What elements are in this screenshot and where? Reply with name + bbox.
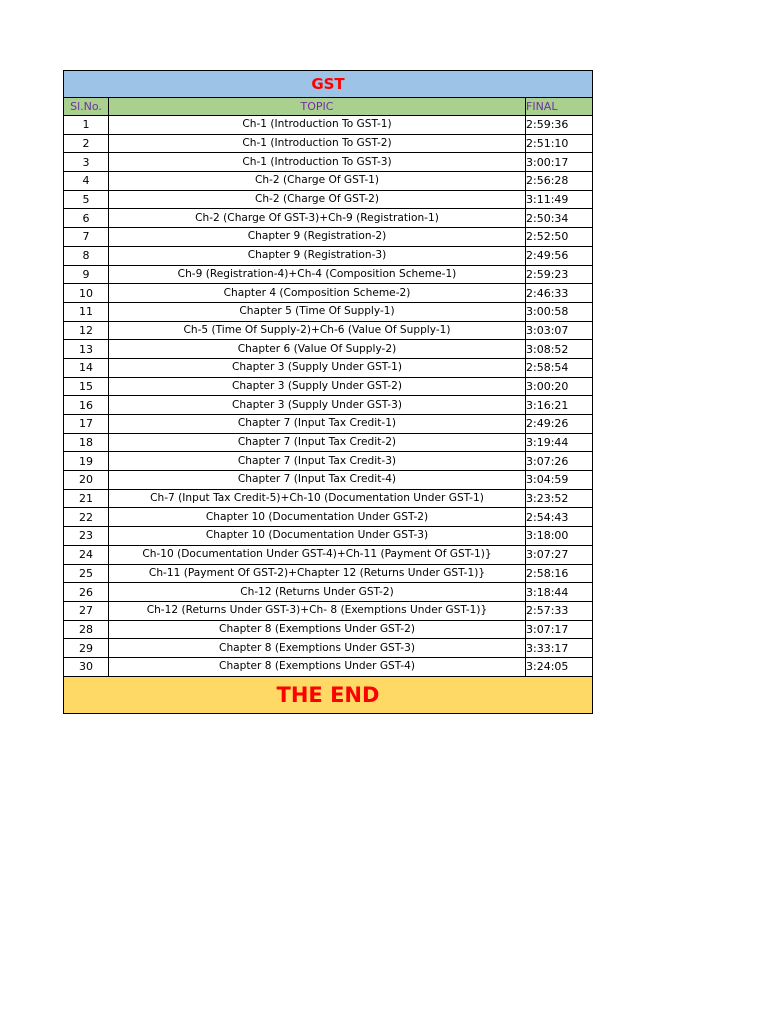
table-row [64,452,593,471]
row-topic: Chapter 6 (Value Of Supply-2) [109,340,526,359]
table-row [64,190,593,209]
table-row [64,228,593,247]
table-row [64,508,593,527]
row-final-time: 2:49:26 [526,415,593,434]
row-topic: Ch-7 (Input Tax Credit-5)+Ch-10 (Documentation Under GST-1) [109,489,526,508]
row-final-time: 2:56:28 [526,172,593,191]
row-final-time: 2:52:50 [526,228,593,247]
row-final-time: 3:11:49 [526,190,593,209]
row-topic: Chapter 10 (Documentation Under GST-3) [109,527,526,546]
table-row [64,657,593,676]
table-row [64,134,593,153]
table-row [64,284,593,303]
row-final-time: 3:03:07 [526,321,593,340]
row-topic: Chapter 8 (Exemptions Under GST-3) [109,639,526,658]
table-row [64,377,593,396]
row-final-time: 2:50:34 [526,209,593,228]
row-final-time: 3:00:58 [526,302,593,321]
row-topic: Ch-11 (Payment Of GST-2)+Chapter 12 (Returns Under GST-1)} [109,564,526,583]
row-final-time: 3:18:00 [526,527,593,546]
row-final-time: 3:18:44 [526,583,593,602]
row-topic: Chapter 4 (Composition Scheme-2) [109,284,526,303]
table-row [64,358,593,377]
row-topic: Ch-2 (Charge Of GST-2) [109,190,526,209]
row-topic: Ch-1 (Introduction To GST-3) [109,153,526,172]
table-row [64,527,593,546]
row-topic: Chapter 3 (Supply Under GST-3) [109,396,526,415]
row-topic: Ch-2 (Charge Of GST-1) [109,172,526,191]
table-row [64,246,593,265]
row-topic: Ch-12 (Returns Under GST-3)+Ch- 8 (Exemptions Under GST-1)} [109,601,526,620]
table-row [64,153,593,172]
row-number: 1 [64,116,109,135]
header-topic: TOPIC [109,98,526,116]
row-topic: Chapter 5 (Time Of Supply-1) [109,302,526,321]
table-row [64,471,593,490]
table-row [64,265,593,284]
row-number: 20 [64,471,109,490]
row-number: 4 [64,172,109,191]
row-final-time: 2:58:54 [526,358,593,377]
row-topic: Chapter 10 (Documentation Under GST-2) [109,508,526,527]
row-number: 14 [64,358,109,377]
row-number: 6 [64,209,109,228]
header-sl-no: Sl.No. [64,98,109,116]
row-number: 16 [64,396,109,415]
row-number: 29 [64,639,109,658]
row-number: 28 [64,620,109,639]
row-number: 8 [64,246,109,265]
table-row [64,564,593,583]
table-row [64,639,593,658]
row-number: 19 [64,452,109,471]
table-row [64,340,593,359]
row-topic: Chapter 9 (Registration-2) [109,228,526,247]
row-final-time: 3:16:21 [526,396,593,415]
row-topic: Ch-5 (Time Of Supply-2)+Ch-6 (Value Of Supply-1) [109,321,526,340]
row-final-time: 3:08:52 [526,340,593,359]
row-final-time: 2:58:16 [526,564,593,583]
table-row [64,545,593,564]
table-row [64,116,593,135]
row-final-time: 3:33:17 [526,639,593,658]
row-final-time: 2:51:10 [526,134,593,153]
row-final-time: 2:49:56 [526,246,593,265]
row-topic: Chapter 9 (Registration-3) [109,246,526,265]
row-number: 5 [64,190,109,209]
row-topic: Ch-12 (Returns Under GST-2) [109,583,526,602]
row-topic: Chapter 7 (Input Tax Credit-2) [109,433,526,452]
row-number: 21 [64,489,109,508]
table-row [64,583,593,602]
row-final-time: 3:07:26 [526,452,593,471]
row-number: 2 [64,134,109,153]
table-row [64,620,593,639]
table-row [64,302,593,321]
footer-the-end: THE END [64,676,593,713]
row-final-time: 2:59:23 [526,265,593,284]
title-row [64,71,593,98]
row-topic: Chapter 3 (Supply Under GST-1) [109,358,526,377]
row-number: 3 [64,153,109,172]
row-number: 24 [64,545,109,564]
row-number: 11 [64,302,109,321]
row-topic: Chapter 7 (Input Tax Credit-1) [109,415,526,434]
row-number: 17 [64,415,109,434]
gst-schedule-table [63,70,593,714]
row-final-time: 2:54:43 [526,508,593,527]
header-final: FINAL [526,98,593,116]
row-number: 30 [64,657,109,676]
row-topic: Ch-9 (Registration-4)+Ch-4 (Composition Scheme-1) [109,265,526,284]
row-final-time: 3:00:17 [526,153,593,172]
row-final-time: 2:59:36 [526,116,593,135]
row-topic: Ch-1 (Introduction To GST-1) [109,116,526,135]
table-row [64,489,593,508]
row-final-time: 3:19:44 [526,433,593,452]
row-number: 25 [64,564,109,583]
row-number: 18 [64,433,109,452]
table-row [64,321,593,340]
row-final-time: 3:00:20 [526,377,593,396]
row-topic: Ch-2 (Charge Of GST-3)+Ch-9 (Registration-1) [109,209,526,228]
row-number: 22 [64,508,109,527]
row-final-time: 3:23:52 [526,489,593,508]
header-row [64,98,593,116]
row-final-time: 3:04:59 [526,471,593,490]
row-final-time: 3:07:27 [526,545,593,564]
row-final-time: 3:24:05 [526,657,593,676]
row-final-time: 2:57:33 [526,601,593,620]
row-topic: Ch-10 (Documentation Under GST-4)+Ch-11 (Payment Of GST-1)} [109,545,526,564]
row-topic: Chapter 3 (Supply Under GST-2) [109,377,526,396]
row-number: 7 [64,228,109,247]
row-number: 26 [64,583,109,602]
row-number: 15 [64,377,109,396]
row-number: 9 [64,265,109,284]
end-row [64,676,593,713]
row-topic: Chapter 8 (Exemptions Under GST-2) [109,620,526,639]
table-row [64,396,593,415]
row-number: 23 [64,527,109,546]
table-title: GST [64,71,593,98]
table-row [64,415,593,434]
row-number: 10 [64,284,109,303]
row-number: 13 [64,340,109,359]
row-topic: Chapter 7 (Input Tax Credit-3) [109,452,526,471]
table-row [64,433,593,452]
table-row [64,209,593,228]
row-number: 12 [64,321,109,340]
row-topic: Chapter 7 (Input Tax Credit-4) [109,471,526,490]
row-final-time: 3:07:17 [526,620,593,639]
row-topic: Chapter 8 (Exemptions Under GST-4) [109,657,526,676]
row-number: 27 [64,601,109,620]
table-row [64,172,593,191]
table-row [64,601,593,620]
row-topic: Ch-1 (Introduction To GST-2) [109,134,526,153]
row-final-time: 2:46:33 [526,284,593,303]
